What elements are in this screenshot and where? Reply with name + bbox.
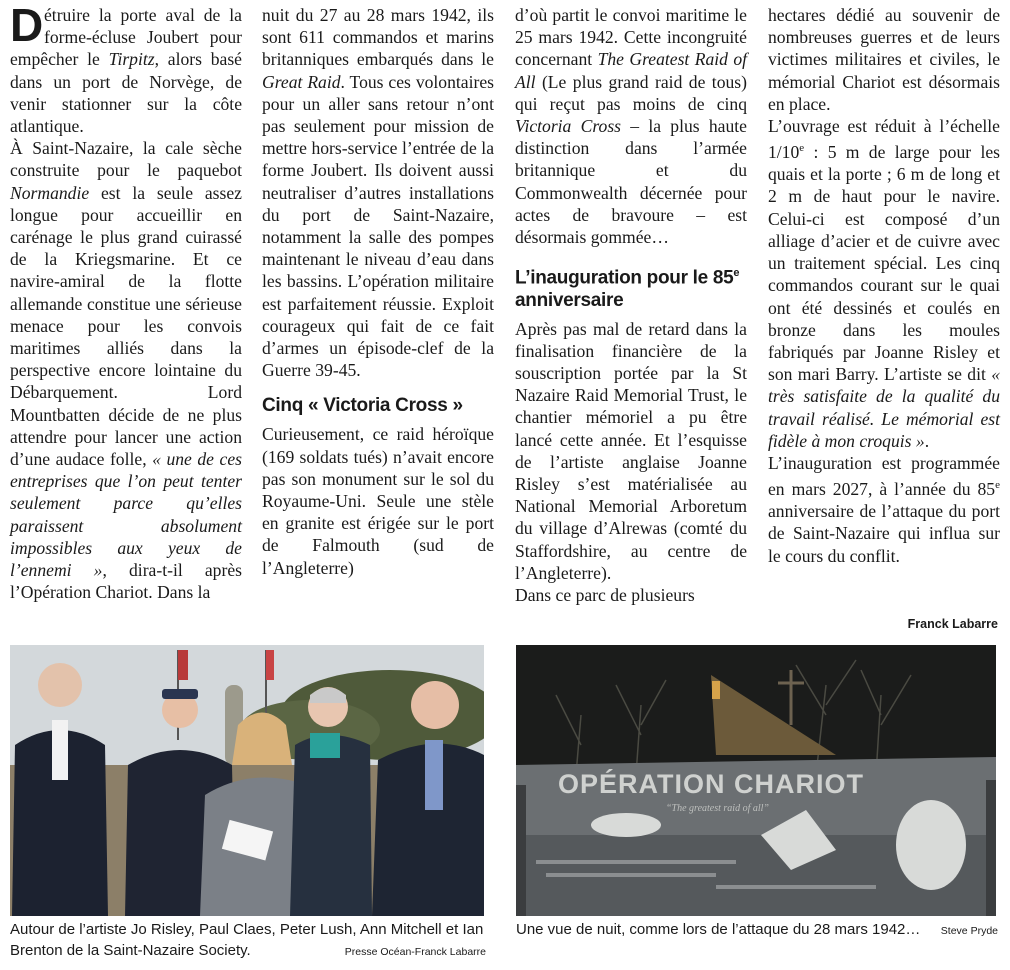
text: : 5 m de large pour les quais et la porte ; 6 m de long et 2 m de haut pour le navire. Celui-ci est composé d’un alliage d’acier et de cuivre avec un traitement spécial. Les cinq commandos courant sur le quai ont été dessinés et coulés en bronze dans les moules fabriqués par Joanne Risley et son mari Barry. L’artiste se dit (768, 142, 1000, 385)
paragraph: Après pas mal de retard dans la finalisation financière de la souscription portée par la St Nazaire Raid Memorial Trust, le chantier mémoriel a pu être lancé cette année. Et l’esquisse de l’artiste anglaise Joanne Risley s’est matérialisée au National Memorial Arboretum du village d’Alrewas (comté du Staffordshire, au centre de l’Angleterre). (515, 318, 747, 583)
caption-text: Autour de l’artiste Jo Risley, Paul Claes, Peter Lush, Ann Mitchell et Ian Brenton de la Saint-Nazaire Society. (10, 921, 484, 959)
group-photo-illustration (10, 645, 484, 916)
text: anniversaire de l’attaque du port de Saint-Nazaire qui influa sur le cours du conflit. (768, 501, 1000, 566)
text-italic: The Greatest Raid of All (515, 49, 748, 92)
subheading-inauguration (515, 262, 747, 311)
paragraph (768, 452, 1000, 567)
text: (Le plus grand raid de tous) qui reçut pas moins de cinq (515, 71, 747, 114)
text: , dira-t-il après l’Opération Chariot. Dans la (10, 560, 242, 603)
superscript: e (733, 267, 740, 280)
quote-italic: « très satisfaite de la qualité du travail réalisé. Le mémorial est fidèle à mon croquis » (768, 364, 1000, 451)
quote-italic: « une de ces entreprises que l’on peut tenter seulement parce qu’elles paraissent absolument impossibles aux yeux de l’ennemi » (10, 449, 242, 581)
text-italic: Normandie (10, 182, 90, 203)
photo2-caption (516, 919, 998, 940)
text: L’inauguration est programmée en mars 2027, à l’année du 85 (768, 452, 1000, 499)
text: L’ouvrage est réduit à l’échelle 1/10 (768, 116, 1000, 163)
superscript: e (799, 142, 805, 155)
text: . Tous ces volontaires pour un aller sans retour n’ont pas seulement pour mission de mettre hors-service l’entrée de la forme Joubert. Ils doivent aussi neutraliser d’autres installations du port de Saint-Nazaire, notamment la salle des pompes maintenant le niveau d’eau dans les bassins. L’opération militaire est parfaitement réussie. Exploit courageux qui fait de ce fait d’armes un épisode-clef de la Guerre 39-45. (262, 71, 494, 381)
paragraph (10, 137, 242, 603)
photo-credit: Steve Pryde (940, 925, 998, 937)
paragraph (262, 4, 494, 381)
text-italic: Victoria Cross (515, 116, 622, 137)
paragraph (10, 0, 242, 137)
group-photo (10, 645, 484, 916)
paragraph (768, 115, 1000, 452)
text-italic: Great Raid (262, 71, 341, 92)
author-byline: Franck Labarre (907, 617, 998, 631)
text: anniversaire (515, 289, 624, 311)
memorial-title: OPÉRATION CHARIOT (558, 769, 864, 799)
text: nuit du 27 au 28 mars 1942, ils sont 611 commandos et marins britanniques embarqués dans le (262, 5, 494, 70)
paragraph (515, 4, 747, 248)
photo-credit: Presse Océan-Franck Labarre (344, 946, 486, 958)
drop-cap: D (10, 0, 44, 51)
article-column-4 (768, 4, 1000, 567)
text: . (924, 430, 930, 451)
article-column-1 (10, 0, 242, 603)
memorial-illustration (516, 645, 996, 916)
text: d’où partit le convoi maritime le 25 mars 1942. Cette incongruité concernant (515, 5, 747, 70)
memorial-subtitle: “The greatest raid of all” (666, 803, 769, 814)
text: , alors basé dans un port de Norvège, de venir stationner sur la côte atlantique. (10, 49, 242, 137)
article-column-3 (515, 4, 747, 606)
text: À Saint-Nazaire, la cale sèche construite pour le paquebot (10, 138, 242, 181)
subheading-victoria-cross: Cinq « Victoria Cross » (262, 395, 463, 417)
memorial-photo (516, 645, 996, 916)
text: est la seule assez longue pour accueillir en carénage le plus grand cuirassé de la Kriegsmarine. Et ce navire-amiral de la flotte allemande constitue une sérieuse menace pour les convois maritimes alliés dans la perspective encore lointaine du Débarquement. Lord Mountbatten décide de ne plus attendre pour lancer une action d’une audace folle, (10, 182, 242, 470)
caption-text: Une vue de nuit, comme lors de l’attaque du 28 mars 1942… (516, 921, 921, 938)
text: L’inauguration pour le 85 (515, 267, 734, 289)
paragraph: Curieusement, ce raid héroïque (169 soldats tués) n’avait encore pas son monument sur le sol du Royaume-Uni. Seule une stèle en granite est érigée sur le port de Falmouth (sud de l’Angleterre) (262, 424, 494, 578)
text: étruire la porte aval de la forme-écluse Joubert pour empêcher le (10, 5, 242, 70)
article-column-2 (262, 4, 494, 579)
superscript: e (995, 479, 1000, 492)
paragraph: hectares dédié au souvenir de nombreuses guerres et de leurs victimes militaires et civiles, le mémorial Chariot est désormais en place. (768, 5, 1000, 114)
photo1-caption (10, 919, 486, 961)
text: – la plus haute distinction dans l’armée britannique et du Commonwealth décernée pour actes de bravoure – est désormais gommée… (515, 116, 747, 248)
text-italic: Tirpitz (108, 49, 155, 70)
paragraph: Dans ce parc de plusieurs (515, 585, 695, 605)
